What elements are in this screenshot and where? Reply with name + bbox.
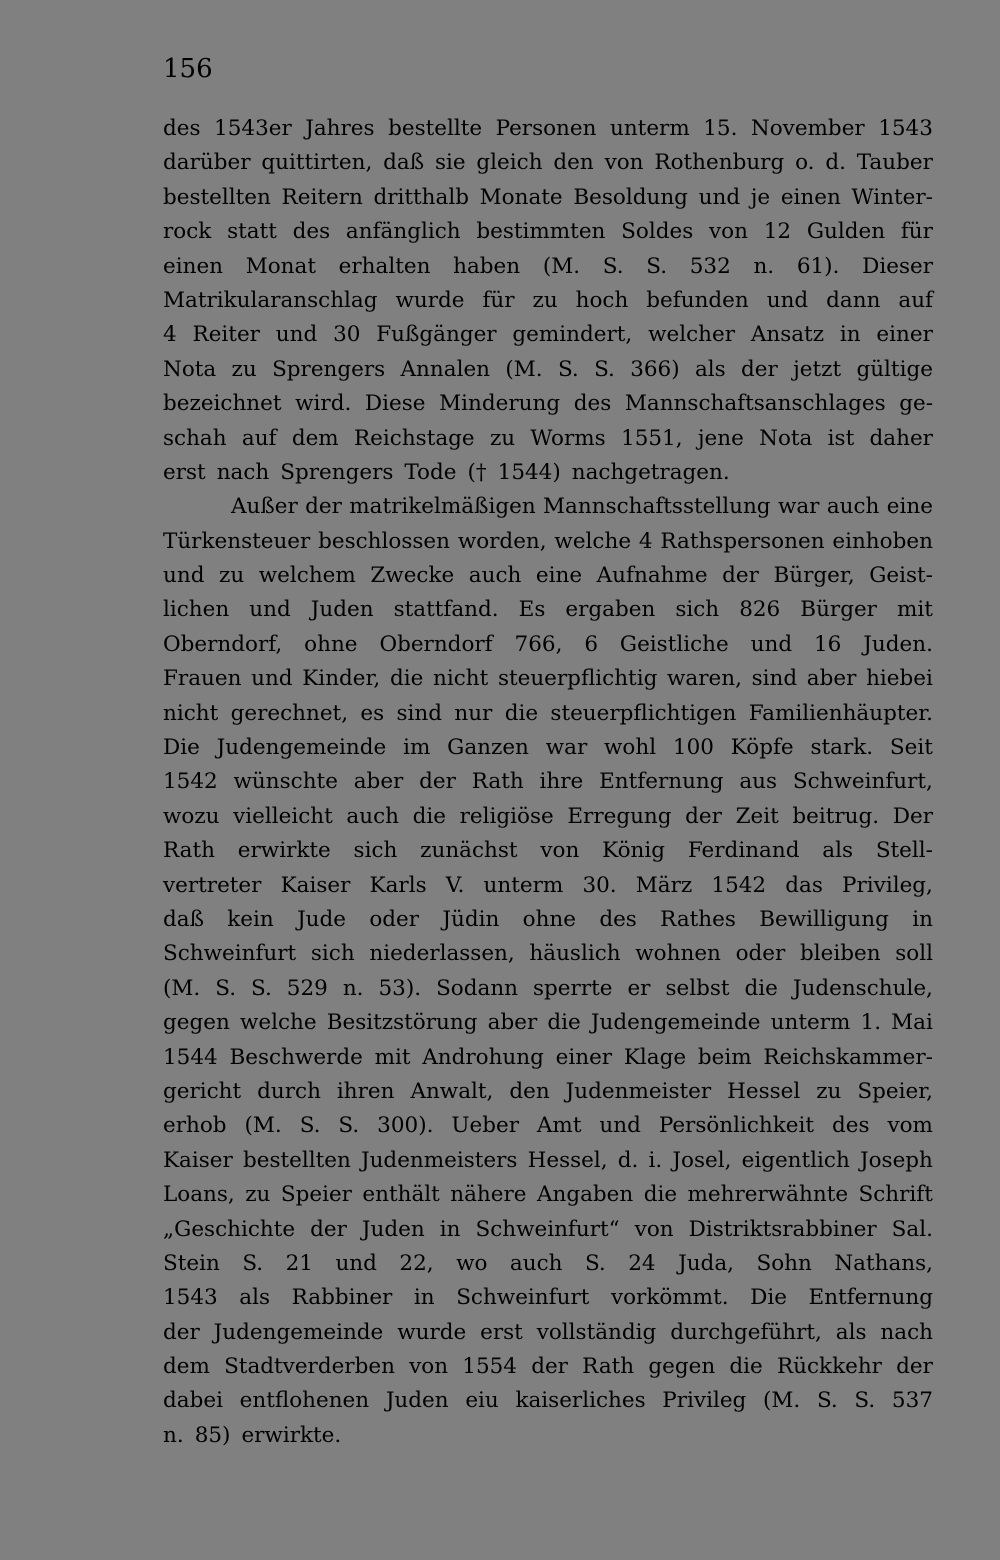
text-line: dem Stadtverderben von 1554 der Rath gegen die Rückkehr der <box>163 1354 933 1380</box>
text-line: 1542 wünschte aber der Rath ihre Entfernung aus Schweinfurt, <box>163 769 933 795</box>
text-line: wozu vielleicht auch die religiöse Erregung der Zeit beitrug. Der <box>163 803 933 829</box>
text-line: Türkensteuer beschlossen worden, welche 4 Rathspersonen einhoben <box>163 528 933 554</box>
text-line: rock statt des anfänglich bestimmten Soldes von 12 Gulden für <box>163 219 933 245</box>
text-line: und zu welchem Zwecke auch eine Aufnahme der Bürger, Geist- <box>163 563 933 589</box>
text-line: Rath erwirkte sich zunächst von König Ferdinand als Stell- <box>163 838 933 864</box>
text-line: daß kein Jude oder Jüdin ohne des Rathes Bewilligung in <box>163 906 933 932</box>
text-line: Nota zu Sprengers Annalen (M. S. S. 366) als der jetzt gültige <box>163 356 933 382</box>
text-line: gericht durch ihren Anwalt, den Judenmeister Hessel zu Speier, <box>163 1078 933 1104</box>
text-line: vertreter Kaiser Karls V. unterm 30. März 1542 das Privileg, <box>163 872 933 898</box>
text-line: Schweinfurt sich niederlassen, häuslich wohnen oder bleiben soll <box>163 941 933 967</box>
text-line: n. 85) erwirkte. <box>163 1422 342 1448</box>
text-line: lichen und Juden stattfand. Es ergaben sich 826 Bürger mit <box>163 597 933 623</box>
text-line: erst nach Sprengers Tode († 1544) nachgetragen. <box>163 459 730 485</box>
text-line: bezeichnet wird. Diese Minderung des Mannschaftsanschlages ge- <box>163 391 933 417</box>
text-line: Loans, zu Speier enthält nähere Angaben die mehrerwähnte Schrift <box>163 1182 933 1208</box>
text-line: der Judengemeinde wurde erst vollständig durchgeführt, als nach <box>163 1319 933 1345</box>
text-line: Oberndorf, ohne Oberndorf 766, 6 Geistliche und 16 Juden. <box>163 631 933 657</box>
text-line: gegen welche Besitzstörung aber die Judengemeinde unterm 1. Mai <box>163 1010 933 1036</box>
text-line: Matrikularanschlag wurde für zu hoch befunden und dann auf <box>163 287 933 313</box>
text-line: nicht gerechnet, es sind nur die steuerpflichtigen Familienhäupter. <box>163 700 933 726</box>
text-line: Außer der matrikelmäßigen Mannschaftsstellung war auch eine <box>231 494 933 520</box>
text-line: „Geschichte der Juden in Schweinfurt“ von Distriktsrabbiner Sal. <box>163 1216 933 1242</box>
text-line: Kaiser bestellten Judenmeisters Hessel, d. i. Josel, eigentlich Joseph <box>163 1147 933 1173</box>
text-line: 1544 Beschwerde mit Androhung einer Klage beim Reichskammer- <box>163 1044 933 1070</box>
text-line: 1543 als Rabbiner in Schweinfurt vorkömmt. Die Entfernung <box>163 1285 933 1311</box>
text-line: 4 Reiter und 30 Fußgänger gemindert, welcher Ansatz in einer <box>163 322 933 348</box>
text-line: Stein S. 21 und 22, wo auch S. 24 Juda, Sohn Nathans, <box>163 1250 933 1276</box>
text-line: des 1543er Jahres bestellte Personen unterm 15. November 1543 <box>163 116 933 141</box>
text-line: bestellten Reitern dritthalb Monate Besoldung und je einen Winter- <box>163 184 933 210</box>
text-line: einen Monat erhalten haben (M. S. S. 532 n. 61). Dieser <box>163 253 933 279</box>
text-line: dabei entflohenen Juden eiu kaiserliches Privileg (M. S. S. 537 <box>163 1388 933 1414</box>
text-line: Frauen und Kinder, die nicht steuerpflichtig waren, sind aber hiebei <box>163 666 933 692</box>
body-text <box>163 112 933 1453</box>
page-number: 156 <box>163 54 213 84</box>
text-line: (M. S. S. 529 n. 53). Sodann sperrte er selbst die Judenschule, <box>163 975 933 1001</box>
text-line: erhob (M. S. S. 300). Ueber Amt und Persönlichkeit des vom <box>163 1113 933 1139</box>
text-line: Die Judengemeinde im Ganzen war wohl 100 Köpfe stark. Seit <box>163 735 933 761</box>
text-line: schah auf dem Reichstage zu Worms 1551, jene Nota ist daher <box>163 425 933 451</box>
text-line: darüber quittirten, daß sie gleich den von Rothenburg o. d. Tauber <box>163 150 933 176</box>
